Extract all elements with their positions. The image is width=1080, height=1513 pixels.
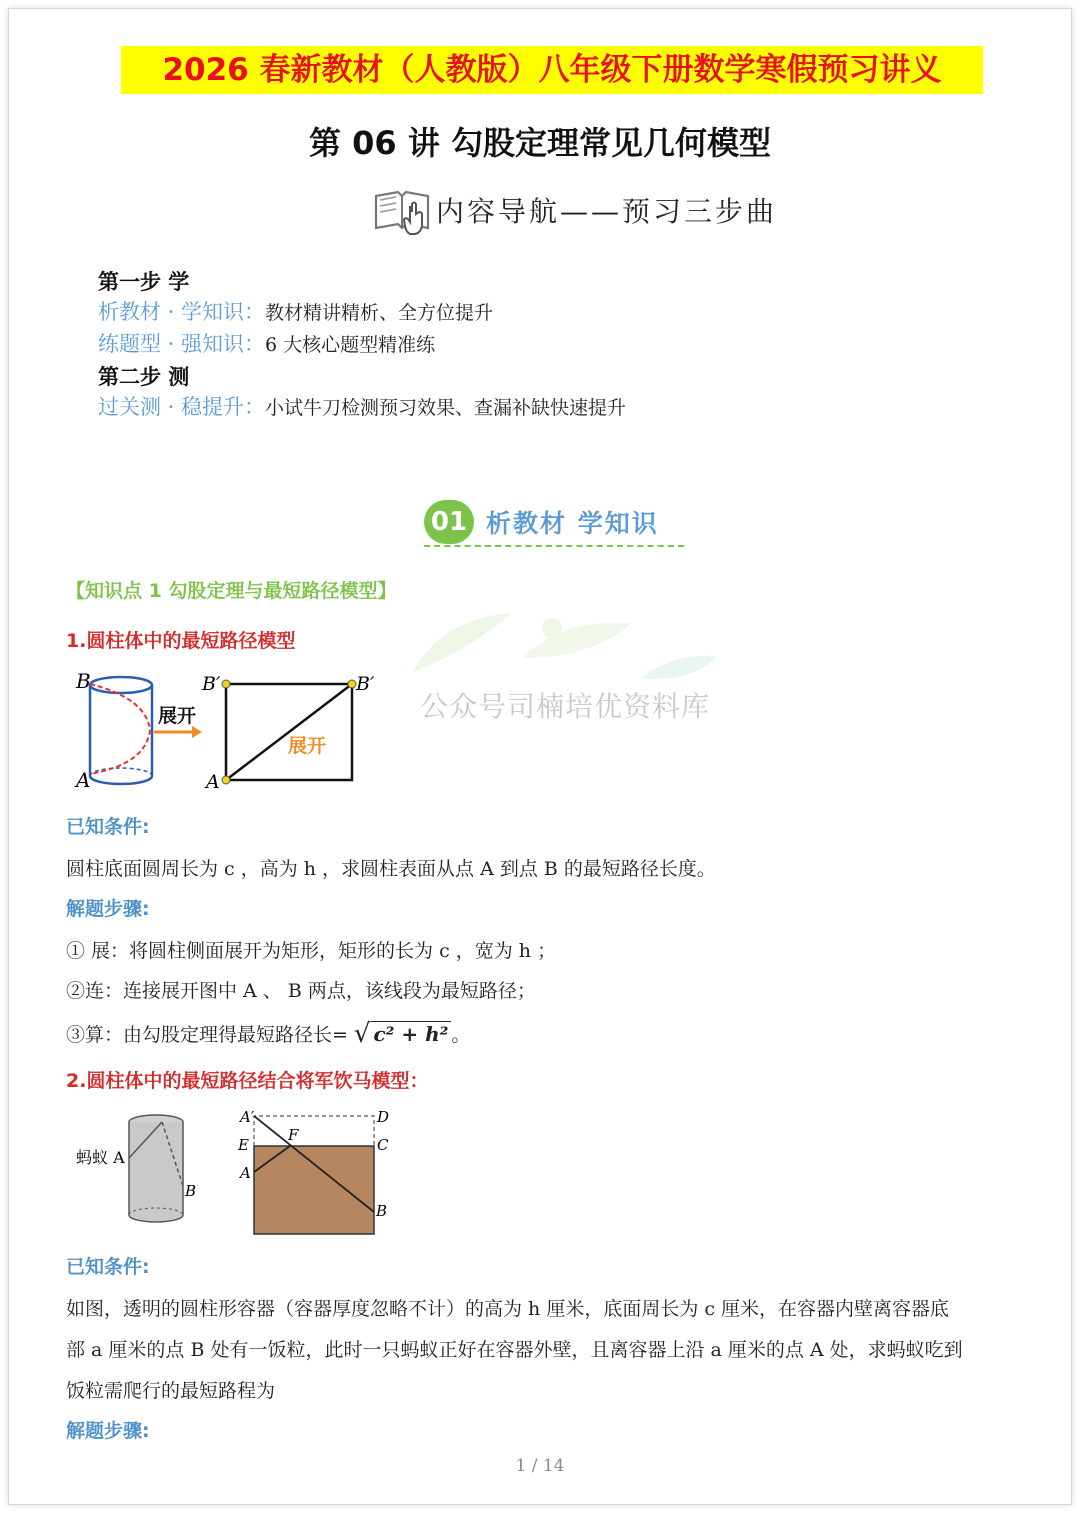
model1-step3-prefix: ③算：由勾股定理得最短路径长= [66, 1024, 348, 1046]
cyl-path [90, 684, 150, 774]
unfold-diagonal [226, 684, 352, 780]
banner-year: 2026 春新教材（人教版）八年级下册 [162, 52, 694, 88]
model1-step2: ②连：连接展开图中 A 、 B 两点，该线段为最短路径； [66, 980, 536, 1002]
model2-known-label: 已知条件: [66, 1256, 150, 1278]
knowledge-point-title: 【知识点 1 勾股定理与最短路径模型】 [66, 580, 397, 602]
rect2-label-D: D [377, 1108, 390, 1126]
sqrt-formula [353, 1018, 452, 1049]
step-line-2-text: 6 大核心题型精准练 [265, 334, 436, 356]
model1-step3 [66, 1020, 470, 1047]
rect2-label-F: F [288, 1126, 299, 1144]
model2-title: 2.圆柱体中的最短路径结合将军饮马模型： [66, 1070, 429, 1092]
rect2-label-A: A [240, 1164, 251, 1182]
model1-figure [66, 668, 386, 796]
model1-step3-suffix: 。 [451, 1024, 471, 1046]
book-hand-icon [372, 182, 434, 238]
step2-heading: 第二步 测 [98, 364, 190, 389]
cyl-top [90, 677, 152, 693]
step-line-2-label: 练题型 · 强知识： [98, 332, 266, 356]
rect-label-Bp-right: B′ [356, 673, 375, 695]
unfold-arrow-label: 展开 [158, 705, 197, 727]
sqrt-content: c² + h² [371, 1021, 452, 1046]
model1-step1: ① 展：将圆柱侧面展开为矩形，矩形的长为 c ，宽为 h ； [66, 940, 557, 962]
model1-steps-label: 解题步骤: [66, 898, 150, 920]
cyl-label-A: A [76, 768, 91, 792]
study-steps [98, 266, 626, 424]
content-nav-heading [372, 182, 777, 238]
model2-steps-label: 解题步骤: [66, 1420, 150, 1442]
step-line-1 [98, 297, 626, 329]
model1-known-label: 已知条件: [66, 816, 150, 838]
rect2-label-E: E [238, 1136, 249, 1154]
sqrt-sign-icon: √ [353, 1018, 371, 1049]
page-number: 1 / 14 [515, 1456, 565, 1476]
model2-known-text-3: 饭粒需爬行的最短路程为 [66, 1380, 276, 1402]
banner-subject: 数学寒假预习讲义 [693, 52, 942, 88]
step-line-3 [98, 392, 626, 424]
model2-figure [66, 1100, 406, 1240]
section-title: 析教材 学知识 [486, 509, 659, 538]
section-badge [424, 500, 659, 544]
section-underline [424, 545, 684, 547]
rect2-label-B: B [376, 1202, 388, 1220]
step-line-1-text: 教材精讲精析、全方位提升 [265, 302, 494, 324]
watermark-text: 公众号司楠培优资料库 [420, 690, 711, 723]
rect-unfold-label: 展开 [288, 735, 327, 757]
rect-label-Bp-left: B′ [202, 673, 221, 695]
rect2-label-Ap: A′ [240, 1108, 255, 1126]
model2-known-text-2: 部 a 厘米的点 B 处有一饭粒，此时一只蚂蚁正好在容器外壁，且离容器上沿 a 厘米的点 A 处，求蚂蚁吃到 [66, 1339, 963, 1361]
lecture-title: 第 06 讲 勾股定理常见几何模型 [309, 124, 771, 162]
step-line-3-label: 过关测 · 稳提升： [98, 395, 266, 419]
watermark-leaf-icon [402, 598, 732, 688]
header-banner [121, 46, 983, 94]
rect2-label-C: C [377, 1136, 389, 1154]
cyl2-label-B: B [185, 1182, 197, 1200]
ant-label: 蚂蚁 A [76, 1148, 125, 1167]
rect-label-A: A [206, 771, 220, 793]
section-number: 01 [424, 500, 474, 544]
nav-title: 内容导航——预习三步曲 [436, 195, 778, 228]
model1-known-text: 圆柱底面圆周长为 c ，高为 h ，求圆柱表面从点 A 到点 B 的最短路径长度。 [66, 858, 716, 880]
model2-known-text-1: 如图，透明的圆柱形容器（容器厚度忽略不计）的高为 h 厘米，底面周长为 c 厘米，在容器内壁离容器底 [66, 1298, 950, 1320]
step1-heading: 第一步 学 [98, 269, 190, 294]
step-line-3-text: 小试牛刀检测预习效果、查漏补缺快速提升 [265, 397, 627, 419]
model1-title: 1.圆柱体中的最短路径模型 [66, 630, 296, 652]
step-line-2 [98, 329, 626, 361]
step-line-1-label: 析教材 · 学知识： [98, 300, 266, 324]
cyl-label-B: B [76, 669, 91, 693]
